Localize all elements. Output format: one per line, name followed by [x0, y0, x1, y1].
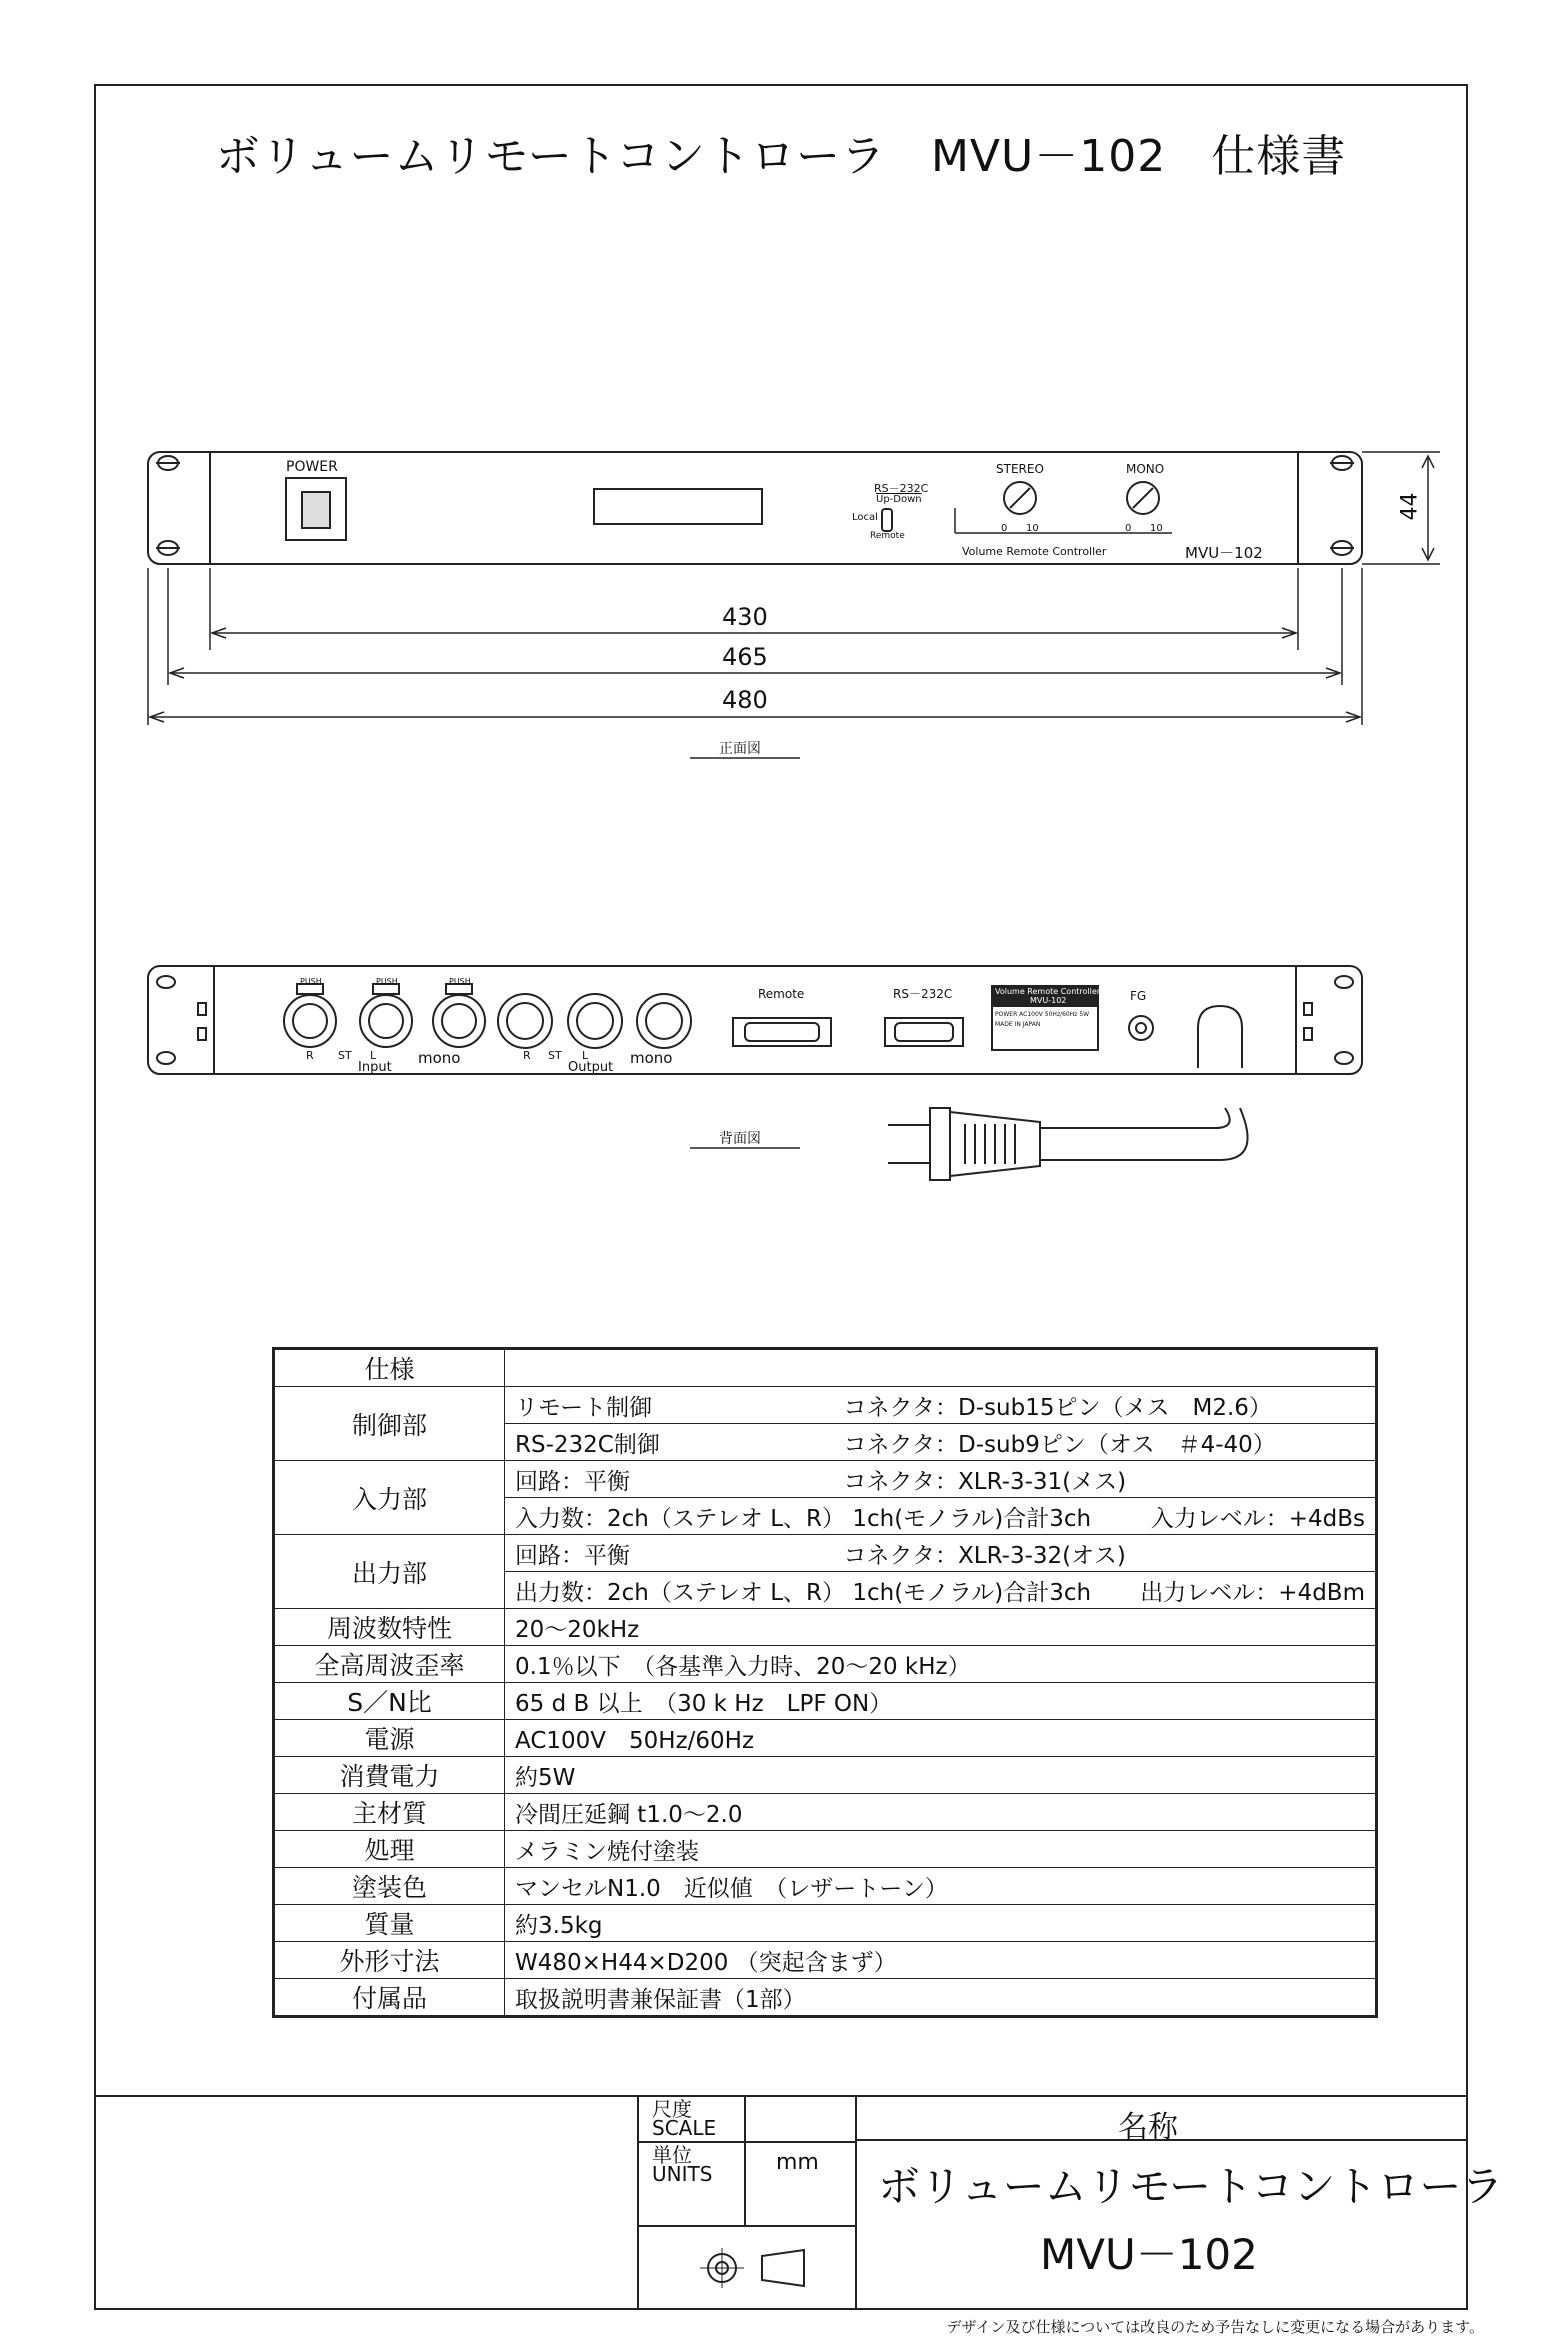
stereo-scale-min: 0 — [1001, 523, 1008, 534]
table-row — [274, 1387, 1377, 1424]
spec-control-row1: リモート制御 コネクタ：D-sub15ピン（メス M2.6） — [505, 1387, 1377, 1424]
spec-row-label: 消費電力 — [274, 1757, 505, 1794]
output-xlr-connector — [498, 994, 691, 1048]
unit-label-en: UNITS — [652, 2162, 713, 2186]
nameplate-made-in: MADE IN JAPAN — [995, 1021, 1041, 1028]
table-row — [274, 1942, 1377, 1979]
output-mono-label: mono — [630, 1049, 673, 1067]
mono-knob-label: MONO — [1126, 462, 1165, 476]
display-window — [594, 489, 762, 524]
spec-output-row1: 回路：平衡 コネクタ：XLR-3-32(オス) — [505, 1535, 1377, 1572]
rs232c-toggle-label: RS－232C — [874, 482, 929, 495]
spec-input-category: 入力部 — [274, 1461, 505, 1535]
updown-toggle-label: Up-Down — [876, 494, 922, 505]
output-st-label: ST — [548, 1049, 562, 1062]
spec-row-label: 周波数特性 — [274, 1609, 505, 1646]
spec-row-label: 質量 — [274, 1905, 505, 1942]
scale-label-jp: 尺度 — [652, 2097, 692, 2121]
output-group-label: Output — [568, 1060, 614, 1075]
name-header: 名称 — [1118, 2110, 1178, 2145]
nameplate-title: Volume Remote Controller — [995, 987, 1101, 996]
input-l-label: L — [370, 1049, 377, 1062]
spec-header-value — [505, 1349, 1377, 1387]
spec-row-label: 外形寸法 — [274, 1942, 505, 1979]
table-row — [274, 1757, 1377, 1794]
spec-row-label: 電源 — [274, 1720, 505, 1757]
spec-table — [272, 1347, 1378, 2018]
spec-row-value: マンセルN1.0 近似値 （レザートーン） — [505, 1868, 1377, 1905]
nameplate-model: MVU-102 — [1030, 996, 1067, 1005]
mono-scale-max: 10 — [1150, 523, 1163, 534]
input-r-label: R — [306, 1049, 314, 1062]
table-row — [274, 1349, 1377, 1387]
spec-row-value: 65 d B 以上 （30 k Hz LPF ON） — [505, 1683, 1377, 1720]
dimension-480: 480 — [722, 686, 768, 714]
front-model-label: MVU－102 — [1185, 544, 1263, 562]
table-row — [274, 1535, 1377, 1572]
spec-row-label: 全高周波歪率 — [274, 1646, 505, 1683]
spec-row-value: 約5W — [505, 1757, 1377, 1794]
product-name: ボリュームリモートコントローラ — [878, 2162, 1504, 2211]
table-row — [274, 1720, 1377, 1757]
spec-row-value: W480×H44×D200 （突起含まず） — [505, 1942, 1377, 1979]
table-row — [274, 1646, 1377, 1683]
input-st-label: ST — [338, 1049, 352, 1062]
unit-value: mm — [776, 2150, 819, 2175]
disclaimer-footnote: デザイン及び仕様については改良のため予告なしに変更になる場合があります。 — [946, 2318, 1484, 2336]
table-row — [274, 1831, 1377, 1868]
front-dimension-lines — [148, 452, 1440, 758]
stereo-knob-label: STEREO — [996, 462, 1044, 476]
input-mono-label: mono — [418, 1049, 461, 1067]
local-label: Local — [852, 512, 878, 523]
power-plug-drawing — [888, 1108, 1248, 1180]
spec-row-label: 塗装色 — [274, 1868, 505, 1905]
spec-row-value: 20～20kHz — [505, 1609, 1377, 1646]
table-row — [274, 1461, 1377, 1498]
input-xlr-connector — [284, 984, 485, 1047]
unit-label-jp: 単位 — [652, 2143, 692, 2167]
fg-terminal — [1129, 1016, 1153, 1040]
power-cord-stub — [1198, 1006, 1242, 1068]
spec-row-label: 処理 — [274, 1831, 505, 1868]
table-row — [274, 1868, 1377, 1905]
input-push-label-r: PUSH — [300, 977, 322, 986]
page-title: ボリュームリモートコントローラ MVU－102 仕様書 — [215, 131, 1347, 182]
remote-mode-label: Remote — [870, 531, 905, 541]
table-row — [274, 1794, 1377, 1831]
rear-remote-label: Remote — [758, 987, 805, 1001]
front-panel-name: Volume Remote Controller — [962, 545, 1107, 558]
spec-row-label: 主材質 — [274, 1794, 505, 1831]
table-row — [274, 1609, 1377, 1646]
rear-rs232c-label: RS－232C — [893, 987, 953, 1001]
dimension-465: 465 — [722, 643, 768, 671]
spec-output-category: 出力部 — [274, 1535, 505, 1609]
spec-input-row2: 入力数：2ch（ステレオ L、R） 1ch(モノラル)合計3ch 入力レベル：+4dBs — [505, 1498, 1377, 1535]
mode-toggle-switch — [882, 509, 892, 531]
spec-row-value: 冷間圧延鋼 t1.0～2.0 — [505, 1794, 1377, 1831]
power-label: POWER — [286, 459, 338, 475]
table-row — [274, 1979, 1377, 2017]
rear-view-caption: 背面図 — [719, 1131, 761, 1147]
spec-row-value: 取扱説明書兼保証書（1部） — [505, 1979, 1377, 2017]
input-group-label: Input — [358, 1060, 392, 1075]
table-row — [274, 1905, 1377, 1942]
scale-label-en: SCALE — [652, 2116, 717, 2140]
spec-row-value: 約3.5kg — [505, 1905, 1377, 1942]
spec-row-label: 付属品 — [274, 1979, 505, 2017]
input-push-label-l: PUSH — [376, 977, 398, 986]
dimension-430: 430 — [722, 603, 768, 631]
output-l-label: L — [582, 1049, 589, 1062]
spec-row-label: S／N比 — [274, 1683, 505, 1720]
fg-label: FG — [1130, 989, 1147, 1003]
rear-panel-outline — [148, 966, 1362, 1074]
height-dimension: 44 — [1397, 492, 1423, 521]
mono-scale-min: 0 — [1125, 523, 1132, 534]
spec-control-row2: RS-232C制御 コネクタ：D-sub9ピン（オス ＃4-40） — [505, 1424, 1377, 1461]
table-row — [274, 1683, 1377, 1720]
spec-output-row2: 出力数：2ch（ステレオ L、R） 1ch(モノラル)合計3ch 出力レベル：+4dBm — [505, 1572, 1377, 1609]
nameplate-power: POWER AC100V 50Hz/60Hz 5W — [995, 1011, 1090, 1018]
stereo-scale-max: 10 — [1026, 523, 1039, 534]
spec-input-row1: 回路：平衡 コネクタ：XLR-3-31(メス) — [505, 1461, 1377, 1498]
spec-control-category: 制御部 — [274, 1387, 505, 1461]
spec-header-label: 仕様 — [274, 1349, 505, 1387]
product-model: MVU－102 — [1040, 2230, 1258, 2279]
output-r-label: R — [523, 1049, 531, 1062]
spec-row-value: メラミン焼付塗装 — [505, 1831, 1377, 1868]
spec-row-value: AC100V 50Hz/60Hz — [505, 1720, 1377, 1757]
spec-row-value: 0.1％以下 （各基準入力時、20～20 kHz） — [505, 1646, 1377, 1683]
input-push-label-mono: PUSH — [449, 977, 471, 986]
front-view-caption: 正面図 — [719, 741, 761, 757]
